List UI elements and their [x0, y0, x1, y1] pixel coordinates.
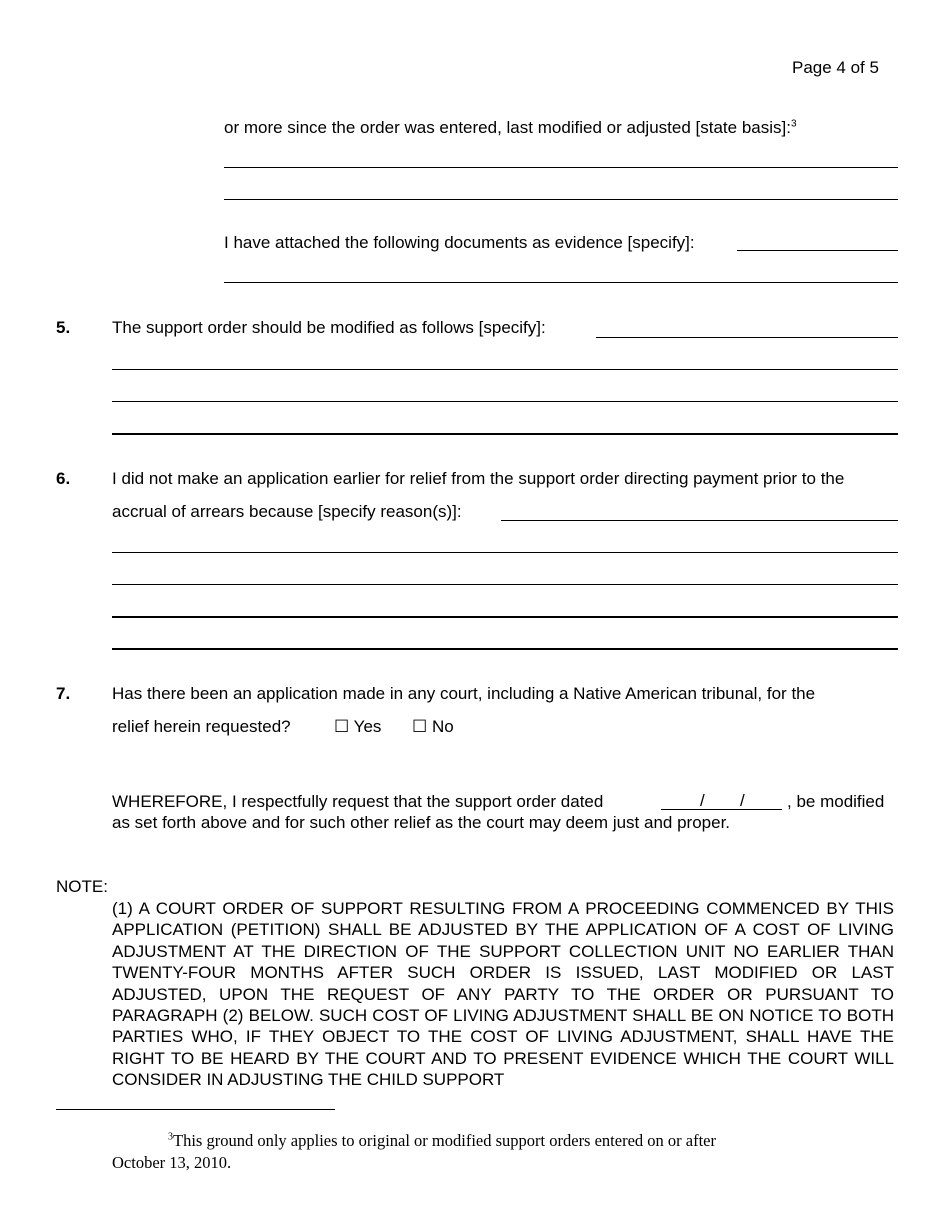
state-basis-field-line-1[interactable] — [224, 167, 898, 168]
page-number: Page 4 of 5 — [792, 58, 879, 77]
note-text: (1) A COURT ORDER OF SUPPORT RESULTING FROM A PROCEEDING COMMENCED BY THIS APPLICATION (PETITION) SHALL BE ADJUSTED BY THE APPLICATION OF A COST OF LIVING ADJUSTMENT AT THE DIRECTION OF THE SUPPORT COLLECTION UNIT NO EARLIER THAN TWENTY-FOUR MONTHS AFTER SUCH ORDER IS ISSUED, LAST MODIFIED OR LAST ADJUSTED, UPON THE REQUEST OF ANY PARTY TO THE ORDER OR PURSUANT TO PARAGRAPH (2) BELOW. SUCH COST OF LIVING ADJUSTMENT SHALL BE ON NOTICE TO BOTH PARTIES WHO, IF THEY OBJECT TO THE COST OF LIVING ADJUSTMENT, SHALL HAVE THE RIGHT TO BE HEARD BY THE COURT AND TO PRESENT EVIDENCE WHICH THE COURT WILL CONSIDER IN ADJUSTING THE CHILD SUPPORT — [112, 899, 894, 1090]
yes-option[interactable] — [334, 717, 381, 737]
footnote — [112, 1130, 812, 1174]
item-6-text-line-2: accrual of arrears because [specify reason(s)]: — [112, 502, 462, 521]
no-checkbox[interactable]: ☐ — [412, 717, 428, 736]
date-separator-2: / — [740, 791, 745, 810]
item-6-number: 6. — [56, 469, 71, 488]
reason-field-line-3[interactable] — [112, 584, 898, 585]
modification-field-line-2[interactable] — [112, 369, 898, 370]
item-7-number: 7. — [56, 684, 71, 703]
state-basis-text: or more since the order was entered, last modified or adjusted [state basis]: — [224, 118, 791, 137]
state-basis-field-line-2[interactable] — [224, 199, 898, 200]
state-basis-label — [224, 118, 797, 138]
modification-field-line-1[interactable] — [596, 337, 898, 338]
modification-field-line-4[interactable] — [112, 433, 898, 435]
modification-field-line-3[interactable] — [112, 401, 898, 402]
wherefore-line-1: WHEREFORE, I respectfully request that the support order dated — [112, 792, 604, 811]
item-6-text-line-1: I did not make an application earlier for relief from the support order directing payment prior to the — [112, 469, 845, 488]
reason-field-line-2[interactable] — [112, 552, 898, 553]
reason-field-line-5[interactable] — [112, 648, 898, 650]
wherefore-line-2: as set forth above and for such other relief as the court may deem just and proper. — [112, 813, 731, 832]
order-date-field[interactable] — [661, 809, 782, 810]
documents-evidence-label: I have attached the following documents as evidence [specify]: — [224, 233, 695, 252]
reason-field-line-4[interactable] — [112, 616, 898, 618]
footnote-marker: 3 — [168, 1131, 173, 1143]
documents-evidence-field-line-1[interactable] — [737, 250, 898, 251]
wherefore-line-1-end: , be modified — [787, 792, 885, 811]
footnote-line-2: October 13, 2010. — [112, 1153, 232, 1172]
footnote-ref: 3 — [790, 118, 797, 130]
yes-label: Yes — [353, 717, 382, 736]
yes-checkbox[interactable]: ☐ — [334, 717, 350, 736]
footnote-line-1: This ground only applies to original or modified support orders entered on or after — [173, 1131, 716, 1150]
no-option[interactable] — [412, 717, 454, 737]
documents-evidence-field-line-2[interactable] — [224, 282, 898, 283]
date-separator-1: / — [700, 791, 705, 810]
item-5-text: The support order should be modified as follows [specify]: — [112, 318, 546, 337]
note-label: NOTE: — [56, 877, 108, 896]
no-label: No — [431, 717, 454, 736]
item-7-text-line-1: Has there been an application made in any court, including a Native American tribunal, for the — [112, 684, 816, 703]
reason-field-line-1[interactable] — [501, 520, 898, 521]
item-7-text-line-2: relief herein requested? — [112, 717, 291, 736]
item-5-number: 5. — [56, 318, 71, 337]
footnote-separator — [56, 1109, 335, 1110]
